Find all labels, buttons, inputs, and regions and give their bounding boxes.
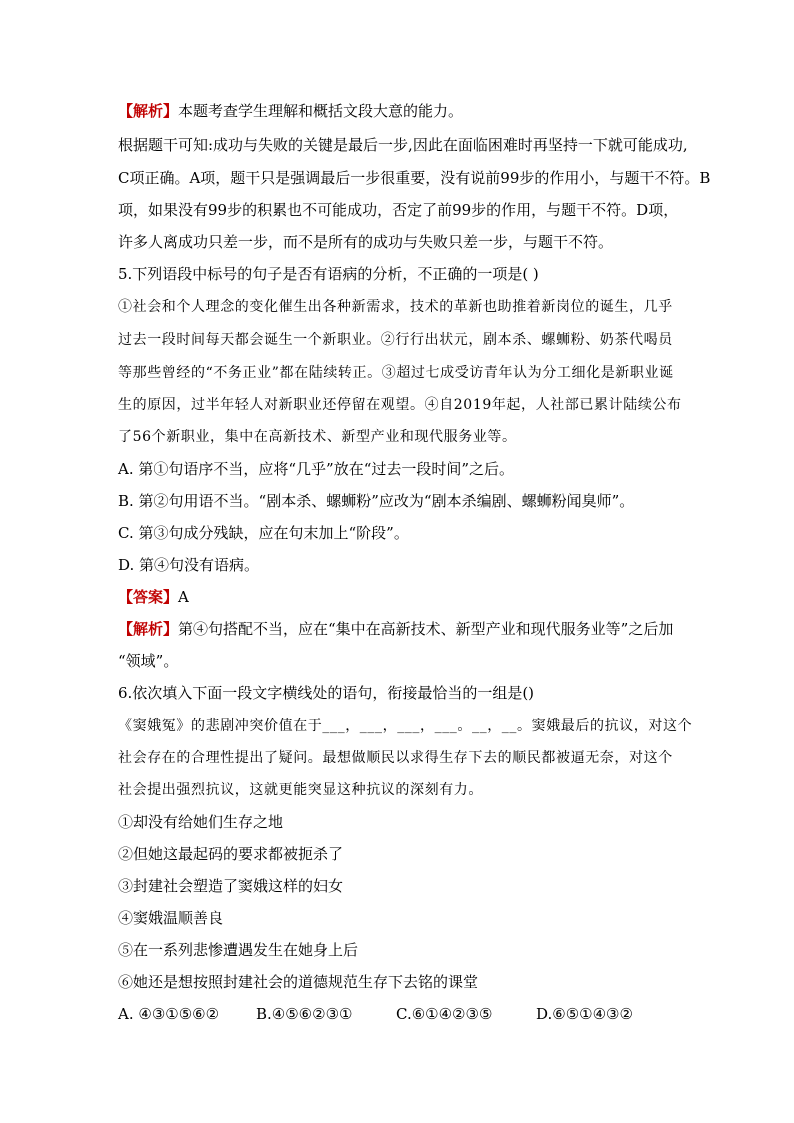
analysis-1-line-4: 许多人离成功只差一步，而不是所有的成功与失败只差一步，与题干不符。 xyxy=(118,233,614,251)
q6-option-a: A. ④③①⑤⑥② xyxy=(118,1005,220,1023)
q5-analysis-cont: “领域”。 xyxy=(118,652,179,670)
q5-option-d: D. 第④句没有语病。 xyxy=(118,556,260,574)
analysis-text: 第④句搭配不当，应在“集中在高新技术、新型产业和现代服务业等”之后加 xyxy=(178,620,674,638)
analysis-1-line-3: 项，如果没有99步的积累也不可能成功，否定了前99步的作用，与题干不符。D项， xyxy=(118,201,679,219)
q6-item-4: ④窦娥温顺善良 xyxy=(118,909,224,927)
analysis-1-line-2: C项正确。A项，题干只是强调最后一步很重要，没有说前99步的作用小，与题干不符。B xyxy=(118,169,711,187)
q5-option-c: C. 第③句成分残缺，应在句末加上“阶段”。 xyxy=(118,524,409,542)
q5-passage-line-5: 了56个新职业，集中在高新技术、新型产业和现代服务业等。 xyxy=(118,429,517,445)
analysis-tag: 【解析】 xyxy=(118,620,179,638)
answer-tag: 【答案】 xyxy=(118,588,179,606)
q5-option-a: A. 第①句语序不当，应将“几乎”放在“过去一段时间”之后。 xyxy=(118,460,515,478)
q6-option-d: D.⑥⑤①④③② xyxy=(536,1005,633,1023)
q6-passage-line-1: 《窦娥冤》的悲剧冲突价值在于___，___，___，___。__，__。窦娥最后的抗议，对这个 xyxy=(118,718,693,734)
q5-passage-line-2: 过去一段时间每天都会诞生一个新职业。②行行出状元，剧本杀、螺蛳粉、奶茶代喝员 xyxy=(118,332,673,348)
q6-options xyxy=(118,1004,633,1024)
analysis-1-line-1: 根据题干可知:成功与失败的关键是最后一步,因此在面临困难时再坚持一下就可能成功, xyxy=(118,136,688,154)
q5-passage-line-3: 等那些曾经的“不务正业”都在陆续转正。③超过七成受访青年认为分工细化是新职业诞 xyxy=(118,365,674,381)
q5-passage-line-1: ①社会和个人理念的变化催生出各种新需求，技术的革新也助推着新岗位的诞生，几乎 xyxy=(118,299,673,315)
q6-item-1: ①却没有给她们生存之地 xyxy=(118,813,284,831)
q6-option-c: C.⑥①④②③⑤ xyxy=(396,1005,493,1023)
analysis-tag: 【解析】 xyxy=(118,102,179,120)
q6-item-3: ③封建社会塑造了窦娥这样的妇女 xyxy=(118,877,344,895)
q6-item-5: ⑤在一系列悲惨遭遇发生在她身上后 xyxy=(118,941,359,959)
q6-passage-line-3: 社会提出强烈抗议，这就更能突显这种抗议的深刻有力。 xyxy=(118,782,483,798)
q6-passage-line-2: 社会存在的合理性提出了疑问。最想做顺民以求得生存下去的顺民都被逼无奈，对这个 xyxy=(118,750,673,766)
q6-item-6: ⑥她还是想按照封建社会的道德规范生存下去铭的课堂 xyxy=(118,973,479,991)
analysis-1-heading xyxy=(118,101,463,121)
q5-option-b: B. 第②句用语不当。“剧本杀、螺蛳粉”应改为“剧本杀编剧、螺蛳粉闻臭师”。 xyxy=(118,492,635,510)
q5-passage-line-4: 生的原因，过半年轻人对新职业还停留在观望。④自2019年起，人社部已累计陆续公布 xyxy=(118,397,682,413)
q6-stem: 6.依次填入下面一段文字横线处的语句，衔接最恰当的一组是() xyxy=(118,684,535,702)
q6-option-b: B.④⑤⑥②③① xyxy=(256,1005,353,1023)
q5-stem: 5.下列语段中标号的句子是否有语病的分析，不正确的一项是( ) xyxy=(118,265,539,283)
answer-value: A xyxy=(178,588,189,606)
q5-analysis xyxy=(118,619,673,639)
q5-answer xyxy=(118,587,189,607)
q6-item-2: ②但她这最起码的要求都被扼杀了 xyxy=(118,845,344,863)
analysis-text: 本题考查学生理解和概括文段大意的能力。 xyxy=(178,102,464,120)
